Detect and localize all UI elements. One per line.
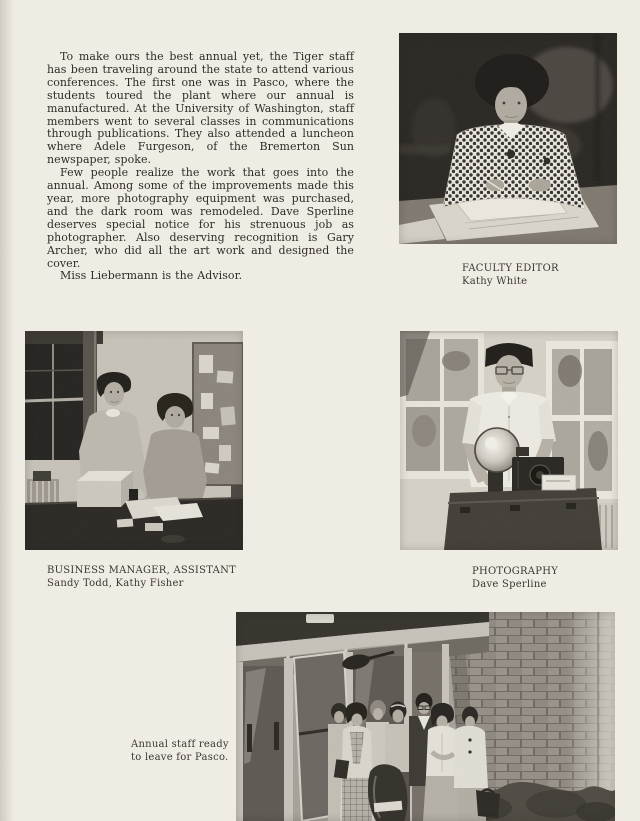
caption-names: Kathy White	[462, 276, 528, 287]
caption-line-2: to leave for Pasco.	[131, 752, 229, 763]
caption-photography	[472, 565, 558, 591]
photo-photography	[400, 331, 618, 550]
caption-pasco-trip	[131, 738, 229, 764]
photo-business-manager	[25, 331, 243, 550]
caption-faculty-editor	[462, 262, 559, 288]
photo-faculty-editor	[399, 33, 617, 244]
film-grain	[400, 331, 618, 550]
film-grain	[25, 331, 243, 550]
article-text	[47, 51, 354, 283]
film-grain	[399, 33, 617, 244]
page-gutter-shadow	[0, 0, 14, 821]
caption-names: Dave Sperline	[472, 579, 547, 590]
caption-names: Sandy Todd, Kathy Fisher	[47, 578, 184, 589]
caption-line-1: Annual staff ready	[131, 739, 229, 750]
caption-title: BUSINESS MANAGER, ASSISTANT	[47, 565, 237, 576]
caption-business-manager	[47, 564, 236, 590]
photo-pasco-trip	[236, 612, 615, 821]
paragraph-conferences: To make ours the best annual yet, the Tiger staff has been traveling around the state to attend various conferences. The first one was in Pasco, where the students toured the plant where our annual is manufactured. At the University of Washington, staff members went to several classes in communications through publications. They also attended a luncheon where Adele Furgeson, of the Bremerton Sun newspaper, spoke.	[47, 50, 354, 167]
caption-title: FACULTY EDITOR	[462, 263, 559, 274]
paragraph-advisor: Miss Liebermann is the Advisor.	[60, 269, 243, 283]
paragraph-improvements: Few people realize the work that goes into the annual. Among some of the improvements made this year, more photography equipment was purchased, and the dark room was remodeled. Dave Sperline deserves special notice for his strenuous job as photographer. Also deserving recognition is Gary Archer, who did all the art work and designed the cover.	[47, 166, 354, 270]
film-grain	[236, 612, 615, 821]
caption-title: PHOTOGRAPHY	[472, 566, 559, 577]
